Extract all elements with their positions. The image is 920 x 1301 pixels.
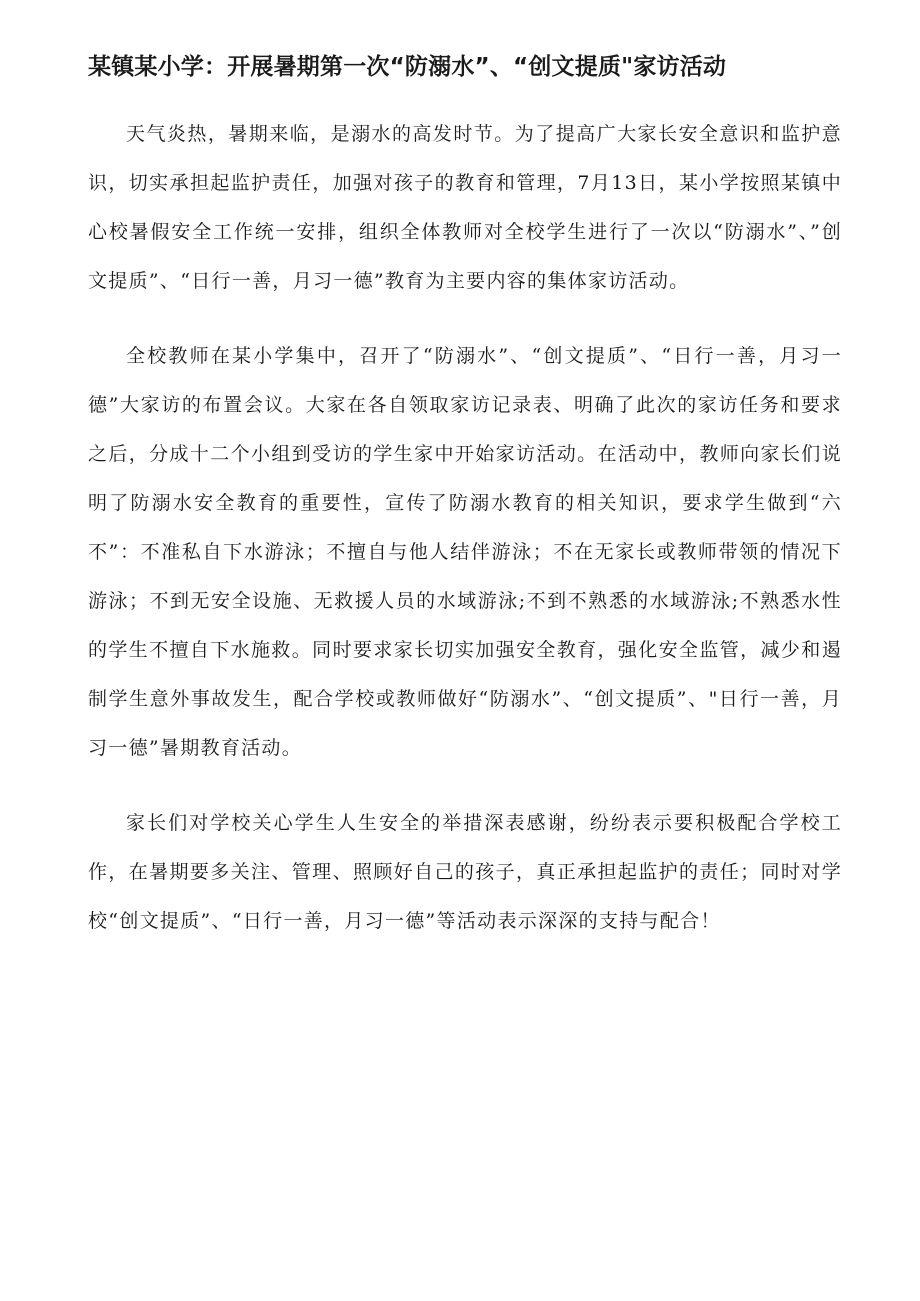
paragraph-meeting: 全校教师在某小学集中，召开了“防溺水”、“创文提质”、“日行一善，月习一德”大家访的布置会议。大家在各自领取家访记录表、明确了此次的家访任务和要求之后，分成十二个小组到受访的学生家中开始家访活动。在活动中，教师向家长们说明了防溺水安全教育的重要性，宣传了防溺水教育的相关知识，要求学生做到“六不”：不准私自下水游泳；不擅自与他人结伴游泳；不在无家长或教师带领的情况下游泳；不到无安全设施、无救援人员的水域游泳;不到不熟悉的水域游泳;不熟悉水性的学生不擅自下水施救。同时要求家长切实加强安全教育，强化安全监管，减少和遏制学生意外事故发生，配合学校或教师做好“防溺水”、“创文提质”、"日行一善，月习一德”暑期教育活动。 [88, 345, 842, 759]
paragraph-parents: 家长们对学校关心学生人生安全的举措深表感谢，纷纷表示要积极配合学校工作，在暑期要多关注、管理、照顾好自己的孩子，真正承担起监护的责任；同时对学校“创文提质”、“日行一善，月习一德”等活动表示深深的支持与配合！ [88, 812, 842, 932]
document-title: 某镇某小学：开展暑期第一次“防溺水”、“创文提质"家访活动 [88, 54, 727, 80]
paragraph-intro: 天气炎热，暑期来临，是溺水的高发时节。为了提高广大家长安全意识和监护意识，切实承担起监护责任，加强对孩子的教育和管理，7月13日，某小学按照某镇中心校暑假安全工作统一安排，组织全体教师对全校学生进行了一次以“防溺水”、”创文提质”、“日行一善，月习一德”教育为主要内容的集体家访活动。 [88, 123, 842, 292]
